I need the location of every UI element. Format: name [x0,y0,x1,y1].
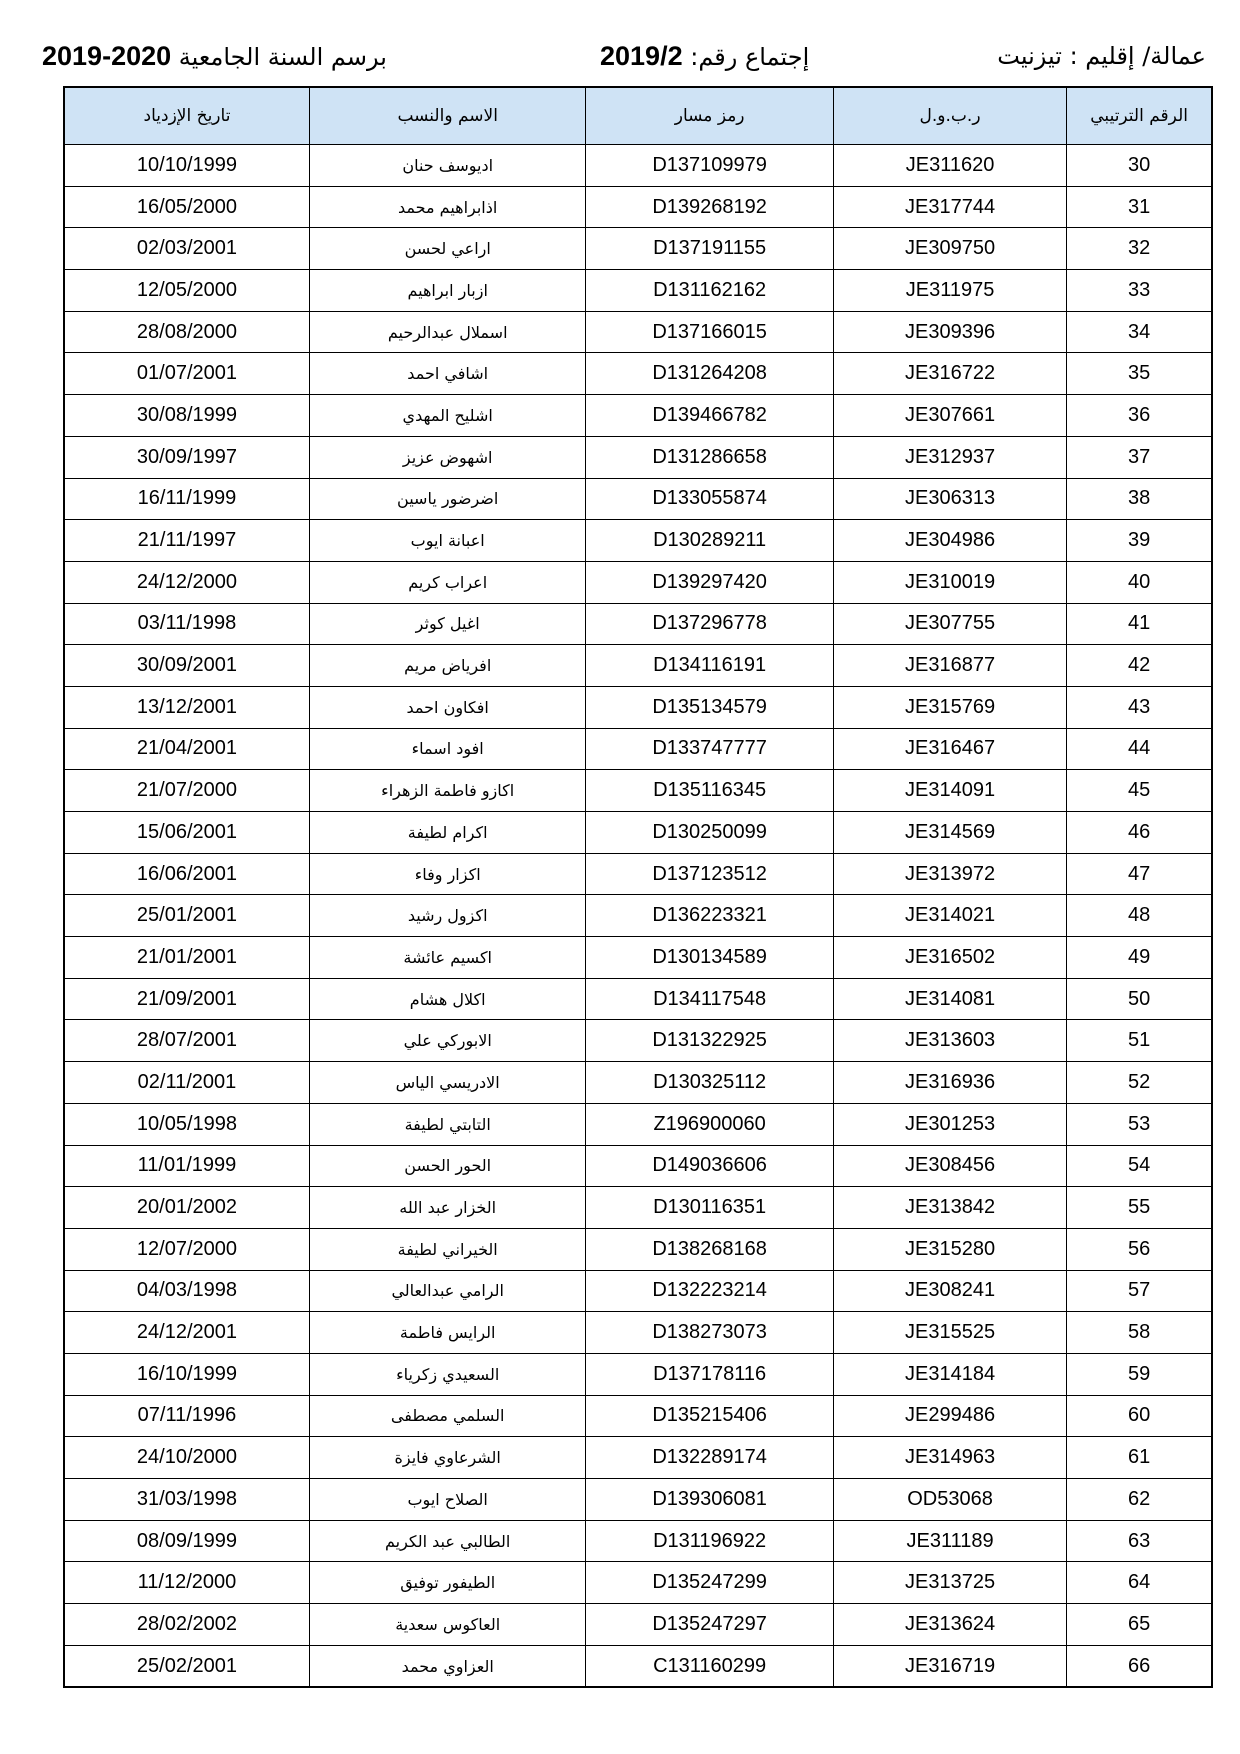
academic-year-value: 2020-2019 [42,41,172,71]
birthdate-cell: 10/05/1998 [64,1103,309,1145]
massar-code-cell: D139306081 [586,1479,833,1521]
birthdate-cell: 21/01/2001 [64,937,309,979]
cin-cell: JE313842 [833,1187,1066,1229]
birthdate-cell: 21/04/2001 [64,728,309,770]
header-prefecture [997,38,1206,74]
name-cell: السلمي مصطفى [309,1395,585,1437]
cin-cell: JE301253 [833,1103,1066,1145]
massar-code-cell: D131162162 [586,270,833,312]
table-row [64,1270,1212,1312]
birthdate-cell: 10/10/1999 [64,145,309,187]
cin-cell: JE311620 [833,145,1066,187]
name-cell: الطيفور توفيق [309,1562,585,1604]
table-row [64,1103,1212,1145]
name-cell: اذابراهيم محمد [309,186,585,228]
name-cell: اكسيم عائشة [309,937,585,979]
name-cell: العزاوي محمد [309,1645,585,1687]
birthdate-cell: 12/07/2000 [64,1228,309,1270]
rank-cell: 48 [1067,895,1212,937]
name-cell: الادريسي الياس [309,1062,585,1104]
cin-cell: JE316719 [833,1645,1066,1687]
table-row [64,395,1212,437]
name-cell: العاكوس سعدية [309,1604,585,1646]
massar-code-cell: D136223321 [586,895,833,937]
name-cell: الخزار عبد الله [309,1187,585,1229]
massar-code-cell: D130116351 [586,1187,833,1229]
massar-code-cell: D139297420 [586,561,833,603]
academic-year-label: برسم السنة الجامعية [178,43,387,71]
name-cell: افكاون احمد [309,686,585,728]
table-row [64,311,1212,353]
massar-code-cell: D131196922 [586,1520,833,1562]
rank-cell: 40 [1067,561,1212,603]
name-cell: اراعي لحسن [309,228,585,270]
rank-cell: 57 [1067,1270,1212,1312]
table-row [64,561,1212,603]
rank-cell: 34 [1067,311,1212,353]
name-cell: الرامي عبدالعالي [309,1270,585,1312]
name-cell: اسملال عبدالرحيم [309,311,585,353]
rank-cell: 44 [1067,728,1212,770]
name-cell: اكرام لطيفة [309,812,585,854]
cin-cell: JE313972 [833,853,1066,895]
col-header-massar: رمز مسار [586,87,833,145]
cin-cell: JE316467 [833,728,1066,770]
massar-code-cell: D137178116 [586,1353,833,1395]
rank-cell: 63 [1067,1520,1212,1562]
name-cell: الرايس فاطمة [309,1312,585,1354]
table-header-row [64,87,1212,145]
massar-code-cell: D134117548 [586,978,833,1020]
col-header-rank: الرقم الترتيبي [1067,87,1212,145]
birthdate-cell: 01/07/2001 [64,353,309,395]
birthdate-cell: 07/11/1996 [64,1395,309,1437]
massar-code-cell: D130134589 [586,937,833,979]
table-row [64,1062,1212,1104]
rank-cell: 47 [1067,853,1212,895]
rank-cell: 38 [1067,478,1212,520]
birthdate-cell: 04/03/1998 [64,1270,309,1312]
rank-cell: 62 [1067,1479,1212,1521]
rank-cell: 36 [1067,395,1212,437]
massar-code-cell: Z196900060 [586,1103,833,1145]
rank-cell: 32 [1067,228,1212,270]
birthdate-cell: 03/11/1998 [64,603,309,645]
name-cell: اعبانة ايوب [309,520,585,562]
table-row [64,1479,1212,1521]
name-cell: اشهوض عزيز [309,436,585,478]
table-row [64,1353,1212,1395]
students-table [63,86,1213,1688]
rank-cell: 45 [1067,770,1212,812]
massar-code-cell: D131286658 [586,436,833,478]
table-row [64,1520,1212,1562]
meeting-number: 2019/2 [600,41,683,71]
cin-cell: JE311975 [833,270,1066,312]
cin-cell: JE314081 [833,978,1066,1020]
table-row [64,1562,1212,1604]
cin-cell: JE316936 [833,1062,1066,1104]
cin-cell: JE304986 [833,520,1066,562]
cin-cell: JE314091 [833,770,1066,812]
massar-code-cell: C131160299 [586,1645,833,1687]
birthdate-cell: 21/07/2000 [64,770,309,812]
table-row [64,1437,1212,1479]
table-row [64,895,1212,937]
cin-cell: JE309396 [833,311,1066,353]
header-academic-year [42,38,387,75]
birthdate-cell: 21/11/1997 [64,520,309,562]
cin-cell: JE313603 [833,1020,1066,1062]
birthdate-cell: 20/01/2002 [64,1187,309,1229]
rank-cell: 35 [1067,353,1212,395]
rank-cell: 41 [1067,603,1212,645]
birthdate-cell: 30/09/1997 [64,436,309,478]
massar-code-cell: D134116191 [586,645,833,687]
rank-cell: 58 [1067,1312,1212,1354]
massar-code-cell: D135215406 [586,1395,833,1437]
birthdate-cell: 31/03/1998 [64,1479,309,1521]
birthdate-cell: 16/05/2000 [64,186,309,228]
birthdate-cell: 24/10/2000 [64,1437,309,1479]
name-cell: الحور الحسن [309,1145,585,1187]
massar-code-cell: D135134579 [586,686,833,728]
birthdate-cell: 08/09/1999 [64,1520,309,1562]
cin-cell: JE308456 [833,1145,1066,1187]
name-cell: افود اسماء [309,728,585,770]
rank-cell: 30 [1067,145,1212,187]
birthdate-cell: 24/12/2001 [64,1312,309,1354]
table-row [64,145,1212,187]
name-cell: التابتي لطيفة [309,1103,585,1145]
name-cell: الطالبي عبد الكريم [309,1520,585,1562]
name-cell: افرياض مريم [309,645,585,687]
table-row [64,770,1212,812]
rank-cell: 59 [1067,1353,1212,1395]
massar-code-cell: D133055874 [586,478,833,520]
cin-cell: JE313725 [833,1562,1066,1604]
birthdate-cell: 12/05/2000 [64,270,309,312]
name-cell: اعراب كريم [309,561,585,603]
prefecture-value: تيزنيت [997,42,1062,70]
table-row [64,478,1212,520]
birthdate-cell: 28/08/2000 [64,311,309,353]
cin-cell: JE314021 [833,895,1066,937]
name-cell: الابوركي علي [309,1020,585,1062]
massar-code-cell: D139466782 [586,395,833,437]
table-row [64,728,1212,770]
table-row [64,1145,1212,1187]
birthdate-cell: 28/07/2001 [64,1020,309,1062]
rank-cell: 39 [1067,520,1212,562]
name-cell: الصلاح ايوب [309,1479,585,1521]
cin-cell: JE311189 [833,1520,1066,1562]
col-header-cin: ر.ب.و.ل [833,87,1066,145]
meeting-label: إجتماع رقم: [690,43,810,71]
cin-cell: OD53068 [833,1479,1066,1521]
birthdate-cell: 24/12/2000 [64,561,309,603]
table-row [64,353,1212,395]
table-row [64,1228,1212,1270]
rank-cell: 56 [1067,1228,1212,1270]
col-header-birthdate: تاريخ الإزدياد [64,87,309,145]
cin-cell: JE315280 [833,1228,1066,1270]
birthdate-cell: 30/09/2001 [64,645,309,687]
birthdate-cell: 15/06/2001 [64,812,309,854]
massar-code-cell: D137191155 [586,228,833,270]
rank-cell: 37 [1067,436,1212,478]
birthdate-cell: 13/12/2001 [64,686,309,728]
birthdate-cell: 30/08/1999 [64,395,309,437]
table-row [64,645,1212,687]
massar-code-cell: D137109979 [586,145,833,187]
massar-code-cell: D137296778 [586,603,833,645]
birthdate-cell: 02/03/2001 [64,228,309,270]
massar-code-cell: D131322925 [586,1020,833,1062]
birthdate-cell: 16/06/2001 [64,853,309,895]
table-row [64,853,1212,895]
cin-cell: JE307755 [833,603,1066,645]
cin-cell: JE315525 [833,1312,1066,1354]
rank-cell: 66 [1067,1645,1212,1687]
name-cell: الخيراني لطيفة [309,1228,585,1270]
massar-code-cell: D135247297 [586,1604,833,1646]
massar-code-cell: D139268192 [586,186,833,228]
cin-cell: JE313624 [833,1604,1066,1646]
table-row [64,1645,1212,1687]
table-row [64,812,1212,854]
cin-cell: JE309750 [833,228,1066,270]
name-cell: اغيل كوثر [309,603,585,645]
cin-cell: JE310019 [833,561,1066,603]
birthdate-cell: 16/10/1999 [64,1353,309,1395]
birthdate-cell: 11/01/1999 [64,1145,309,1187]
massar-code-cell: D130250099 [586,812,833,854]
cin-cell: JE317744 [833,186,1066,228]
table-row [64,1395,1212,1437]
name-cell: اشليح المهدي [309,395,585,437]
rank-cell: 51 [1067,1020,1212,1062]
birthdate-cell: 28/02/2002 [64,1604,309,1646]
cin-cell: JE299486 [833,1395,1066,1437]
rank-cell: 53 [1067,1103,1212,1145]
cin-cell: JE316722 [833,353,1066,395]
name-cell: ازبار ابراهيم [309,270,585,312]
name-cell: اضرضور ياسين [309,478,585,520]
name-cell: الشرعاوي فايزة [309,1437,585,1479]
massar-code-cell: D135247299 [586,1562,833,1604]
massar-code-cell: D132289174 [586,1437,833,1479]
cin-cell: JE316502 [833,937,1066,979]
name-cell: اشافي احمد [309,353,585,395]
massar-code-cell: D138273073 [586,1312,833,1354]
rank-cell: 42 [1067,645,1212,687]
massar-code-cell: D135116345 [586,770,833,812]
birthdate-cell: 16/11/1999 [64,478,309,520]
rank-cell: 52 [1067,1062,1212,1104]
table-row [64,686,1212,728]
massar-code-cell: D130289211 [586,520,833,562]
cin-cell: JE308241 [833,1270,1066,1312]
cin-cell: JE306313 [833,478,1066,520]
cin-cell: JE312937 [833,436,1066,478]
cin-cell: JE316877 [833,645,1066,687]
name-cell: اكازو فاطمة الزهراء [309,770,585,812]
table-row [64,1020,1212,1062]
col-header-name: الاسم والنسب [309,87,585,145]
table-row [64,436,1212,478]
header-meeting [600,38,809,75]
rank-cell: 49 [1067,937,1212,979]
rank-cell: 31 [1067,186,1212,228]
name-cell: اديوسف حنان [309,145,585,187]
table-body [64,145,1212,1688]
birthdate-cell: 25/02/2001 [64,1645,309,1687]
massar-code-cell: D132223214 [586,1270,833,1312]
cin-cell: JE314184 [833,1353,1066,1395]
rank-cell: 65 [1067,1604,1212,1646]
rank-cell: 43 [1067,686,1212,728]
table-row [64,520,1212,562]
table-row [64,1187,1212,1229]
table-row [64,937,1212,979]
cin-cell: JE314963 [833,1437,1066,1479]
table-row [64,228,1212,270]
rank-cell: 54 [1067,1145,1212,1187]
table-row [64,603,1212,645]
birthdate-cell: 11/12/2000 [64,1562,309,1604]
birthdate-cell: 25/01/2001 [64,895,309,937]
table-row [64,270,1212,312]
cin-cell: JE315769 [833,686,1066,728]
rank-cell: 64 [1067,1562,1212,1604]
massar-code-cell: D131264208 [586,353,833,395]
table-row [64,1312,1212,1354]
massar-code-cell: D133747777 [586,728,833,770]
cin-cell: JE314569 [833,812,1066,854]
massar-code-cell: D149036606 [586,1145,833,1187]
rank-cell: 33 [1067,270,1212,312]
massar-code-cell: D138268168 [586,1228,833,1270]
name-cell: اكزول رشيد [309,895,585,937]
table-row [64,186,1212,228]
prefecture-label: عمالة/ إقليم : [1069,42,1206,70]
birthdate-cell: 21/09/2001 [64,978,309,1020]
name-cell: اكلال هشام [309,978,585,1020]
name-cell: اكزار وفاء [309,853,585,895]
rank-cell: 46 [1067,812,1212,854]
table-row [64,978,1212,1020]
massar-code-cell: D137166015 [586,311,833,353]
table-row [64,1604,1212,1646]
cin-cell: JE307661 [833,395,1066,437]
name-cell: السعيدي زكرياء [309,1353,585,1395]
rank-cell: 55 [1067,1187,1212,1229]
massar-code-cell: D130325112 [586,1062,833,1104]
rank-cell: 50 [1067,978,1212,1020]
massar-code-cell: D137123512 [586,853,833,895]
rank-cell: 61 [1067,1437,1212,1479]
rank-cell: 60 [1067,1395,1212,1437]
birthdate-cell: 02/11/2001 [64,1062,309,1104]
